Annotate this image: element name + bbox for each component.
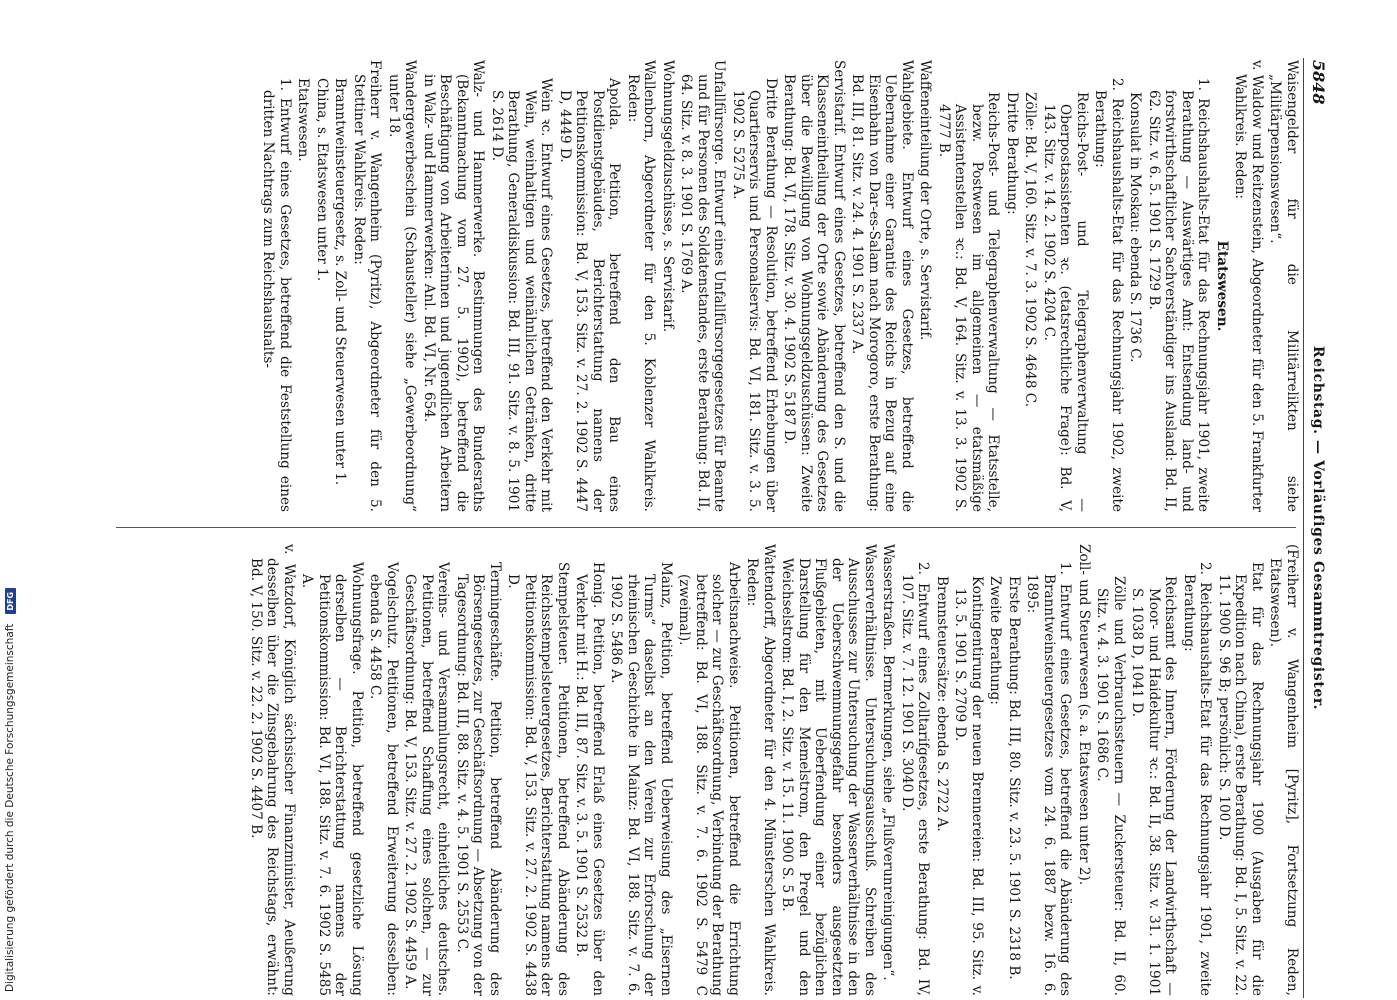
register-entry: Etatswesen. bbox=[1214, 240, 1230, 332]
register-entry: Wattendorff, Abgeordneter für den 4. Münsterschen Wahlkreis. Reden: bbox=[744, 544, 777, 996]
register-entry: Termingeschäfte. Petition, betreffend Abänderung des Börsengesetzes, zur Geschäftsordnung — Absetzung von der Tagesordnung: Bd. III, 88. Sitz. v. 4. 5. 1901 S. 2553 C. bbox=[454, 562, 503, 996]
register-entry: Wohnungsfrage. Petition, betreffend gesetzliche Lösung derselben — Berichterstattung namens der Petitionskommission: Bd. VI, 188. Sitz. v. 7. 6. 1902 S. 5485 A. bbox=[299, 562, 365, 996]
left-column bbox=[258, 60, 1300, 512]
register-entry: Wein ꝛc. Entwurf eines Gesetzes, betreffend den Verkehr mit Wein, weinhaltigen und weinähnlichen Getränken, dritte Berathung, Generaldiskussion: Bd. III, 91. Sitz. v. 8. 5. 1901 S. 2614 D. bbox=[489, 78, 555, 512]
register-entry: Wallenborn, Abgeordneter für den 5. Koblenzer Wahlkreis. Reden: bbox=[625, 60, 658, 512]
register-entry: Walz- und Hammerwerke. Bestimmungen des Bundesraths (Bekanntmachung vom 27. 5. 1902), betreffend die Beschäftigung von Arbeiterinnen und jugendlichen Arbeitern in Walz- und Hammerwerken: Anl. Bd. VI, Nr. 654. bbox=[421, 60, 487, 512]
register-entry: Zweite Berathung: bbox=[987, 576, 1004, 705]
register-entry: 1. Entwurf eines Gesetzes, betreffend die Abänderung des Branntweinsteuergesetzes vom 24. 6. 1887 bezw. 16. 6. 1895: bbox=[1024, 562, 1074, 996]
register-entry: Etat für das Rechnungsjahr 1900 (Ausgaben für die Expedition nach China), erste Berathung: Bd. I, 5. Sitz. v. 22. 11. 1900 S. 96 B; persönlich: S. 100 D. bbox=[1216, 562, 1265, 996]
register-entry: Unfallfürsorge. Entwurf eines Unfallfürsorgegesetzes für Beamte und für Personen des Soldatenstandes, erste Berathung: Bd. II, 64. Sitz. v. 8. 3. 1901 S. 1769 A. bbox=[678, 60, 728, 512]
register-entry: 2. Reichshaushalts-Etat für das Rechnungsjahr 1901, zweite Berathung: bbox=[1181, 562, 1214, 996]
register-entry: Dritte Berathung — Resolution, betreffend Erhebungen über Quartierservis und Personalservis: Bd. VI, 181. Sitz. v. 3. 5. 1902 S. 5275 A. bbox=[730, 78, 779, 512]
register-entry: Wasserverhältnisse. Untersuchungsausschuß. Schreiben des Ausschusses zur Untersuchung der Wasserverhältnisse in den der Ueberschwemmungsgefahr besonders ausgesetzten Flußgebieten, mit Ueberfendung einer bezüglichen Darstellung für den Memelstrom, den Pregel und den Weichselstrom: Bd. I, 2. Sitz. v. 15. 11. 1900 S. 5 B. bbox=[779, 544, 878, 996]
register-entry: Servistarif. Entwurf eines Gesetzes, betreffend den S. und die Klasseneintheilung der Orte sowie Abänderung des Gesetzes über die Bewilligung von Wohnungsgeldzuschüssen: Zweite Berathung: Bd. VI, 178. Sitz. v. 30. 4. 1902 S. 5187 D. bbox=[781, 60, 847, 512]
register-entry: Zölle und Verbrauchssteuern — Zuckersteuer: Bd. II, 60. Sitz. v. 4. 3. 1901 S. 1686 C. bbox=[1094, 576, 1127, 996]
register-entry: Brennsteuersätze: ebenda S. 2722 A. bbox=[934, 576, 950, 832]
register-entry: Reichsamt des Innern, Förderung der Landwirthschaft — Moor- und Haidekultur ꝛc.: Bd. II, 38. Sitz. v. 31. 1. 1901 S. 1038 D, 1041 D. bbox=[1129, 576, 1179, 996]
register-entry: Zölle: Bd. V, 160. Sitz. v. 7. 3. 1902 S. 4648 C. bbox=[1022, 92, 1039, 408]
register-entry: v. Watzdorf, Königlich sächsischer Finanzminister, Aeußerung desselben über die Zinsgebahrung des Reichstags, erwähnt: Bd. V, 150. Sitz. v. 22. 2. 1902 S. 4407 B. bbox=[248, 544, 297, 996]
register-entry: China, s. Etatswesen unter 1. bbox=[314, 78, 330, 282]
register-entry: 2. Entwurf eines Zolltarifgesetzes, erste Berathung: Bd. IV, 107. Sitz. v. 7. 12. 1901 S. 3040 D. bbox=[899, 562, 932, 996]
register-entry: 2. Reichshaushalts-Etat für das Rechnungsjahr 1902, zweite Berathung: bbox=[1092, 78, 1125, 512]
register-entry: Arbeitsnachweise. Petitionen, betreffend die Errichtung solcher — zur Geschäftsordnung, Verbindung der Berathung betreffend: Bd. VI, 188. Sitz. v. 7. 6. 1902 S. 5479 C (zweimal). bbox=[676, 562, 742, 996]
credit-text: Digitalisierung gefördert durch die Deutsche Forschungsgemeinschaft bbox=[4, 623, 16, 992]
column-divider bbox=[116, 527, 1296, 528]
register-entry: Waisengelder für die Militärrelikten siehe „Militärpensionswesen“. bbox=[1267, 60, 1300, 512]
register-entry: Reichs-Post- und Telegraphenverwaltung — Etatsstelle, bezw. Postwesen im allgemeinen — etatsmäßige Assistentenstellen ꝛc.: Bd. V, 164. Sitz. v. 13. 3. 1902 S. 4777 B. bbox=[936, 92, 1002, 512]
page-number: 5848 bbox=[1309, 60, 1328, 105]
register-entry: Erste Berathung: Bd. III, 80. Sitz. v. 23. 5. 1901 S. 2318 B. bbox=[1006, 576, 1022, 980]
register-entry: 1. Entwurf eines Gesetzes, betreffend die Feststellung eines dritten Nachtrags zum Reichshaushalts- bbox=[260, 78, 293, 512]
register-entry: Wandergewerbeschein (Schausteller) siehe „Gewerbeordnung“ unter 18. bbox=[386, 60, 419, 512]
running-head bbox=[1303, 58, 1326, 998]
register-entry: Wasserstraßen. Bermerkungen, siehe „Flußverunreinigungen“. bbox=[880, 544, 897, 981]
running-title: Reichstag. — Vorläufiges Gesammtregister. bbox=[1310, 345, 1326, 711]
register-entry: (Freiherr v. Wangenheim [Pyritz], Fortsetzung Reden, Etatswesen). bbox=[1267, 544, 1300, 996]
register-entry: Apolda. Petition, betreffend den Bau eines Postdienstgebäudes, Berichterstattung namens der Petitionskommission: Bd. V, 153. Sitz. v. 27. 2. 1902 S. 4447 D, 4449 D. bbox=[557, 78, 623, 512]
register-entry: Mainz, Petition, betreffend Ueberweisung des „Eisernen Turms“ daselbst an den Verein zur Erforschung der rheinischen Geschichte in Mainz: Bd. VI, 188. Sitz. v. 7. 6. 1902 S. 5486 A. bbox=[608, 562, 674, 996]
register-entry: Honig. Petition, betreffend Erlaß eines Gesetzes über den Verkehr mit H.: Bd. III, 87. Sitz. v. 3. 5. 1901 S. 2532 B. bbox=[573, 562, 606, 996]
register-entry: Wahlgebiete. Entwurf eines Gesetzes, betreffend die Uebernahme einer Garantie des Reichs in Bezug auf eine Eisenbahn von Dar-es-Salam nach Morogoro, erste Berathung: Bd. III, 81. Sitz. v. 24. 4. 1901 S. 2337 A. bbox=[849, 60, 915, 512]
dfg-logo-icon: DFG bbox=[5, 588, 16, 614]
register-entry: v. Waldow und Reitzenstein, Abgeordneter für den 5. Frankfurter Wahlkreis. Reden: bbox=[1232, 60, 1265, 512]
register-entry: Vereins- und Versammlungsrecht, einheitliches deutsches. Petitionen, betreffend Schaffung eines solchen, — zur Geschäftsordnung: Bd. V, 153. Sitz. v. 27. 2. 1902 S. 4459 A. bbox=[402, 562, 452, 996]
digitization-credit bbox=[2, 0, 18, 992]
register-entry: Konsulat in Moskau: ebenda S. 1736 C. bbox=[1127, 92, 1144, 363]
register-entry: Branntweinsteuergesetz, s. Zoll- und Steuerwesen unter 1. bbox=[332, 78, 349, 486]
rotated-register-page bbox=[26, 58, 1326, 998]
register-entry: Kontingentirung der neuen Brennereien: Bd. III, 95. Sitz. v. 13. 5. 1901 S. 2709 D. bbox=[952, 576, 985, 996]
register-entry: 1. Reichshaushalts-Etat für das Rechnungsjahr 1901, zweite Berathung — Auswärtiges Amt: Entsendung land- und forstwirthschaftlicher Sachverständiger ins Ausland: Bd. II, 62. Sitz. v. 6. 5. 1901 S. 1729 B. bbox=[1146, 78, 1212, 512]
register-entry: Wohnungsgeldzuschüsse, s. Servistarif. bbox=[660, 60, 676, 333]
register-entry: Zoll- und Steuerwesen (s. a. Etatswesen unter 2). bbox=[1076, 544, 1092, 886]
register-entry: Freiherr v. Wangenheim (Pyritz), Abgeordneter für den 5. Stettiner Wahlkreis. Reden: bbox=[351, 60, 384, 512]
register-entry: Etatswesen. bbox=[295, 78, 312, 162]
right-column bbox=[246, 544, 1301, 996]
register-entry: Reichs-Post- und Telegraphenverwaltung — Oberpostassistenten ꝛc. (etatsrechtliche Frage): Bd. V, 143. Sitz. v. 14. 2. 1902 S. 4204 C. bbox=[1041, 92, 1090, 512]
register-entry: Dritte Berathung: bbox=[1004, 92, 1020, 215]
register-entry: Vogelschutz. Petitionen, betreffend Erweiterung desselben: ebenda S. 4458 C. bbox=[367, 562, 400, 996]
register-entry: Stempelsteuer. Petitionen, betreffend Abänderung des Reichsstempelsteuergesetzes, Berichterstattung namens der Petitionskommission: Bd. V, 153. Sitz. v. 27. 2. 1902 S. 4438 D. bbox=[505, 562, 571, 996]
register-entry: Waffeneinteilung der Orte, s. Servistarif. bbox=[917, 60, 934, 341]
